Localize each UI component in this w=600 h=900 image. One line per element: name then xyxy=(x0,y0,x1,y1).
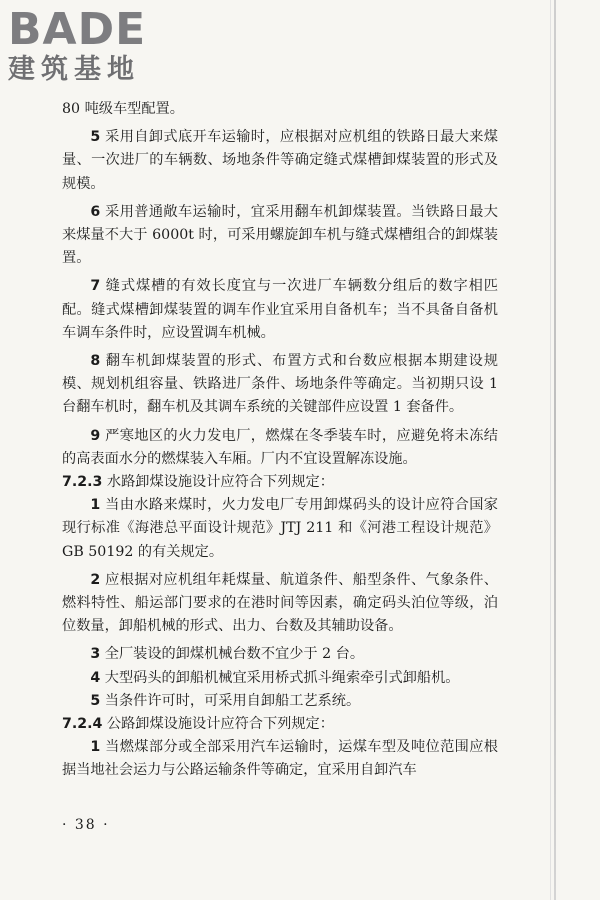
paragraph-continuation: 80 吨级车型配置。 xyxy=(62,101,184,117)
clause-number: 8 xyxy=(90,353,101,370)
clause-item: 9 严寒地区的火力发电厂，燃煤在冬季装车时，应避免将未冻结的高表面水分的燃煤装入车厢。厂内不宜设置解冻设施。 xyxy=(62,427,498,467)
section-heading: 7.2.3 水路卸煤设施设计应符合下列规定： xyxy=(62,474,334,491)
scan-binding-edge xyxy=(554,0,556,900)
clause-number: 4 xyxy=(90,669,101,686)
section-number: 7.2.4 xyxy=(62,716,103,733)
clause-number: 5 xyxy=(90,692,101,709)
section-number: 7.2.3 xyxy=(62,474,103,491)
clause-number: 7 xyxy=(90,278,101,295)
clause-number: 1 xyxy=(90,497,101,514)
clause-item: 2 应根据对应机组年耗煤量、航道条件、船型条件、气象条件、燃料特性、船运部门要求的在港时间等因素，确定码头泊位等级，泊位数量，卸船机械的形式、出力、台数及其辅助设备。 xyxy=(62,571,498,635)
clause-item: 1 当由水路来煤时，火力发电厂专用卸煤码头的设计应符合国家现行标准《海港总平面设计规范》JTJ 211 和《河港工程设计规范》GB 50192 的有关规定。 xyxy=(62,497,498,560)
clause-number: 9 xyxy=(90,427,101,444)
clause-number: 3 xyxy=(90,646,101,663)
scan-shadow-line xyxy=(550,0,551,900)
logo-subtitle: 建筑基地 xyxy=(8,54,140,85)
clause-item: 3 全厂装设的卸煤机械台数不宜少于 2 台。 xyxy=(90,646,365,663)
section-heading: 7.2.4 公路卸煤设施设计应符合下列规定： xyxy=(62,716,334,733)
clause-number: 2 xyxy=(90,571,101,588)
logo-mark: BADE xyxy=(8,4,147,55)
document-body xyxy=(62,98,498,783)
clause-number: 1 xyxy=(90,739,101,756)
clause-number: 5 xyxy=(90,129,101,146)
clause-item: 6 采用普通敞车运输时，宜采用翻车机卸煤装置。当铁路日最大来煤量不大于 6000t 时，可采用螺旋卸车机与缝式煤槽组合的卸煤装置。 xyxy=(62,203,498,267)
watermark-logo xyxy=(8,6,176,86)
clause-item: 5 采用自卸式底开车运输时，应根据对应机组的铁路日最大来煤量、一次进厂的车辆数、场地条件等确定缝式煤槽卸煤装置的形式及规模。 xyxy=(62,129,498,192)
clause-item: 4 大型码头的卸船机械宜采用桥式抓斗绳索牵引式卸船机。 xyxy=(90,669,460,686)
clause-item: 8 翻车机卸煤装置的形式、布置方式和台数应根据本期建设规模、规划机组容量、铁路进厂条件、场地条件等确定。当初期只设 1 台翻车机时，翻车机及其调车系统的关键部件应设置 1 套备件。 xyxy=(62,353,498,416)
page-number: · 38 · xyxy=(62,817,110,833)
clause-item: 1 当燃煤部分或全部采用汽车运输时，运煤车型及吨位范围应根据当地社会运力与公路运输条件等确定，宜采用自卸汽车 xyxy=(62,739,498,779)
clause-item: 7 缝式煤槽的有效长度宜与一次进厂车辆数分组后的数字相匹配。缝式煤槽卸煤装置的调车作业宜采用自备机车；当不具备自备机车调车条件时，应设置调车机械。 xyxy=(62,278,498,341)
clause-item: 5 当条件许可时，可采用自卸船工艺系统。 xyxy=(90,692,361,709)
clause-number: 6 xyxy=(90,203,101,220)
